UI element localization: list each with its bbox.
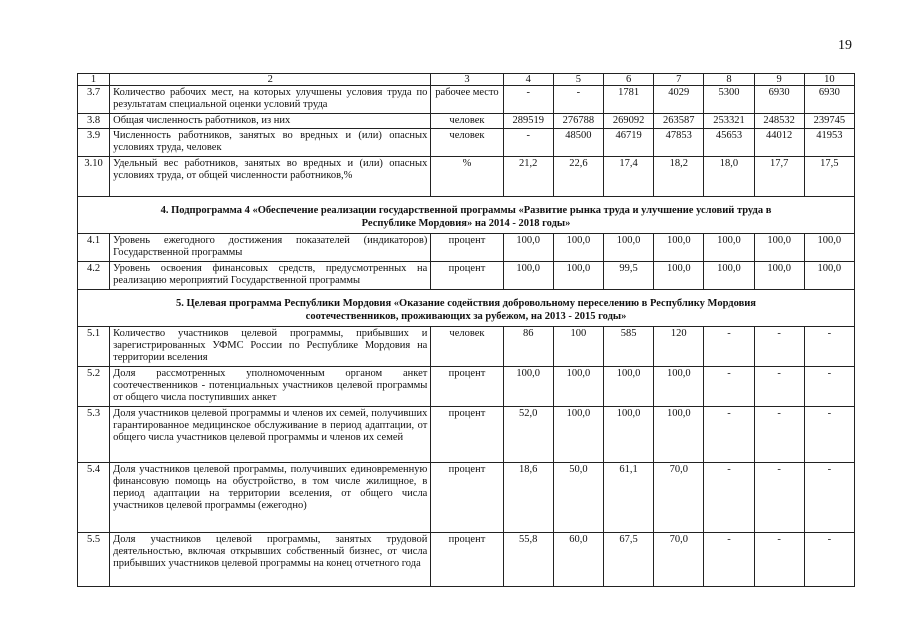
unit-of-measure: человек	[431, 129, 503, 157]
column-number: 7	[654, 74, 704, 86]
indicator-name: Количество участников целевой программы, прибывших и зарегистрированных УФМС России по Республике Мордовия на территории вселения	[110, 327, 431, 367]
table-row	[78, 129, 855, 157]
unit-of-measure: %	[431, 157, 503, 197]
table-row	[78, 234, 855, 262]
value-cell: 100,0	[553, 407, 603, 463]
row-number: 5.3	[78, 407, 110, 463]
value-cell: 100,0	[804, 262, 854, 290]
value-cell: 67,5	[603, 533, 653, 587]
value-cell: 70,0	[654, 463, 704, 533]
section-title: 5. Целевая программа Республики Мордовия «Оказание содействия добровольному переселению в Республику Мордовия соотечественников, проживающих за рубежом, на 2013 - 2015 годы»	[78, 290, 855, 327]
value-cell: -	[553, 86, 603, 114]
column-number: 9	[754, 74, 804, 86]
value-cell: 100,0	[654, 262, 704, 290]
indicator-name: Доля участников целевой программы, занятых трудовой деятельностью, включая открывших собственный бизнес, от числа прибывших участников целевой программы на конец отчетного года	[110, 533, 431, 587]
table-row	[78, 367, 855, 407]
table-row	[78, 262, 855, 290]
unit-of-measure: процент	[431, 533, 503, 587]
value-cell: -	[754, 533, 804, 587]
value-cell: 100,0	[603, 407, 653, 463]
row-number: 3.9	[78, 129, 110, 157]
value-cell: -	[704, 463, 754, 533]
value-cell: 100,0	[603, 234, 653, 262]
unit-of-measure: процент	[431, 262, 503, 290]
value-cell: 253321	[704, 114, 754, 129]
value-cell: 1781	[603, 86, 653, 114]
value-cell: 6930	[804, 86, 854, 114]
column-number-row	[78, 74, 855, 86]
value-cell: 18,6	[503, 463, 553, 533]
unit-of-measure: процент	[431, 367, 503, 407]
page-number: 19	[838, 38, 852, 53]
row-number: 3.8	[78, 114, 110, 129]
row-number: 5.1	[78, 327, 110, 367]
table-row	[78, 533, 855, 587]
value-cell: 5300	[704, 86, 754, 114]
value-cell: 100,0	[654, 407, 704, 463]
value-cell: 45653	[704, 129, 754, 157]
value-cell: 6930	[754, 86, 804, 114]
value-cell: -	[804, 327, 854, 367]
row-number: 3.10	[78, 157, 110, 197]
value-cell: 100,0	[754, 234, 804, 262]
value-cell: 248532	[754, 114, 804, 129]
indicator-name: Доля участников целевой программы и членов их семей, получивших гарантированное медицинское обслуживание в период адаптации, от общего числа участников целевой программы и членов их семей	[110, 407, 431, 463]
value-cell: 239745	[804, 114, 854, 129]
indicator-name: Уровень ежегодного достижения показателей (индикаторов) Государственной программы	[110, 234, 431, 262]
value-cell: 120	[654, 327, 704, 367]
section-title: 4. Подпрограмма 4 «Обеспечение реализации государственной программы «Развитие рынка труда и улучшение условий труда в Республике Мордовия» на 2014 - 2018 годы»	[78, 197, 855, 234]
value-cell: -	[804, 463, 854, 533]
indicator-name: Доля участников целевой программы, получивших единовременную финансовую помощь на обустройство, в том числе жилищное, в период адаптации на территории вселения, от общего числа участников целевой программы (ежегодно)	[110, 463, 431, 533]
value-cell: 48500	[553, 129, 603, 157]
column-number: 5	[553, 74, 603, 86]
value-cell: -	[804, 367, 854, 407]
table-row	[78, 327, 855, 367]
value-cell: -	[503, 86, 553, 114]
indicator-name: Численность работников, занятых во вредных и (или) опасных условиях труда, человек	[110, 129, 431, 157]
value-cell: 18,0	[704, 157, 754, 197]
unit-of-measure: процент	[431, 407, 503, 463]
column-number: 3	[431, 74, 503, 86]
indicator-name: Количество рабочих мест, на которых улучшены условия труда по результатам специальной оценки условий труда	[110, 86, 431, 114]
value-cell: 276788	[553, 114, 603, 129]
unit-of-measure: процент	[431, 234, 503, 262]
row-number: 5.4	[78, 463, 110, 533]
value-cell: 100,0	[503, 262, 553, 290]
value-cell: 289519	[503, 114, 553, 129]
indicator-name: Уровень освоения финансовых средств, предусмотренных на реализацию мероприятий Государственной программы	[110, 262, 431, 290]
table-row	[78, 114, 855, 129]
value-cell: 100,0	[503, 367, 553, 407]
value-cell: 100,0	[654, 367, 704, 407]
value-cell: 100,0	[553, 367, 603, 407]
value-cell: -	[704, 533, 754, 587]
table-row	[78, 463, 855, 533]
value-cell: -	[704, 327, 754, 367]
indicators-table	[77, 73, 855, 587]
unit-of-measure: человек	[431, 327, 503, 367]
value-cell: 100,0	[754, 262, 804, 290]
column-number: 4	[503, 74, 553, 86]
unit-of-measure: человек	[431, 114, 503, 129]
value-cell: -	[704, 367, 754, 407]
row-number: 4.1	[78, 234, 110, 262]
value-cell: 61,1	[603, 463, 653, 533]
value-cell: 100,0	[804, 234, 854, 262]
value-cell: 46719	[603, 129, 653, 157]
value-cell: 585	[603, 327, 653, 367]
row-number: 4.2	[78, 262, 110, 290]
value-cell: 44012	[754, 129, 804, 157]
section-row	[78, 290, 855, 327]
value-cell: 41953	[804, 129, 854, 157]
unit-of-measure: рабочее место	[431, 86, 503, 114]
value-cell: -	[804, 407, 854, 463]
value-cell: 18,2	[654, 157, 704, 197]
table-body	[78, 74, 855, 587]
value-cell: -	[503, 129, 553, 157]
column-number: 2	[110, 74, 431, 86]
value-cell: -	[704, 407, 754, 463]
value-cell: 99,5	[603, 262, 653, 290]
value-cell: 100	[553, 327, 603, 367]
indicator-name: Доля рассмотренных уполномоченным органом анкет соотечественников - потенциальных участников целевой программы от общего числа поступивших анкет	[110, 367, 431, 407]
section-row	[78, 197, 855, 234]
value-cell: 17,7	[754, 157, 804, 197]
column-number: 1	[78, 74, 110, 86]
value-cell: 17,5	[804, 157, 854, 197]
value-cell: 52,0	[503, 407, 553, 463]
value-cell: -	[754, 407, 804, 463]
value-cell: 100,0	[654, 234, 704, 262]
value-cell: -	[804, 533, 854, 587]
column-number: 8	[704, 74, 754, 86]
value-cell: 100,0	[704, 234, 754, 262]
table-row	[78, 157, 855, 197]
value-cell: 70,0	[654, 533, 704, 587]
value-cell: 55,8	[503, 533, 553, 587]
table-row	[78, 407, 855, 463]
row-number: 5.2	[78, 367, 110, 407]
column-number: 6	[603, 74, 653, 86]
value-cell: 269092	[603, 114, 653, 129]
value-cell: 100,0	[704, 262, 754, 290]
value-cell: -	[754, 327, 804, 367]
value-cell: 100,0	[503, 234, 553, 262]
value-cell: 4029	[654, 86, 704, 114]
row-number: 3.7	[78, 86, 110, 114]
value-cell: -	[754, 367, 804, 407]
table-row	[78, 86, 855, 114]
value-cell: 21,2	[503, 157, 553, 197]
value-cell: 47853	[654, 129, 704, 157]
value-cell: 17,4	[603, 157, 653, 197]
value-cell: 263587	[654, 114, 704, 129]
value-cell: -	[754, 463, 804, 533]
unit-of-measure: процент	[431, 463, 503, 533]
indicator-name: Удельный вес работников, занятых во вредных и (или) опасных условиях труда, от общей численности работников,%	[110, 157, 431, 197]
column-number: 10	[804, 74, 854, 86]
row-number: 5.5	[78, 533, 110, 587]
indicator-name: Общая численность работников, из них	[110, 114, 431, 129]
value-cell: 60,0	[553, 533, 603, 587]
value-cell: 50,0	[553, 463, 603, 533]
value-cell: 100,0	[553, 262, 603, 290]
value-cell: 100,0	[603, 367, 653, 407]
value-cell: 100,0	[553, 234, 603, 262]
value-cell: 22,6	[553, 157, 603, 197]
value-cell: 86	[503, 327, 553, 367]
